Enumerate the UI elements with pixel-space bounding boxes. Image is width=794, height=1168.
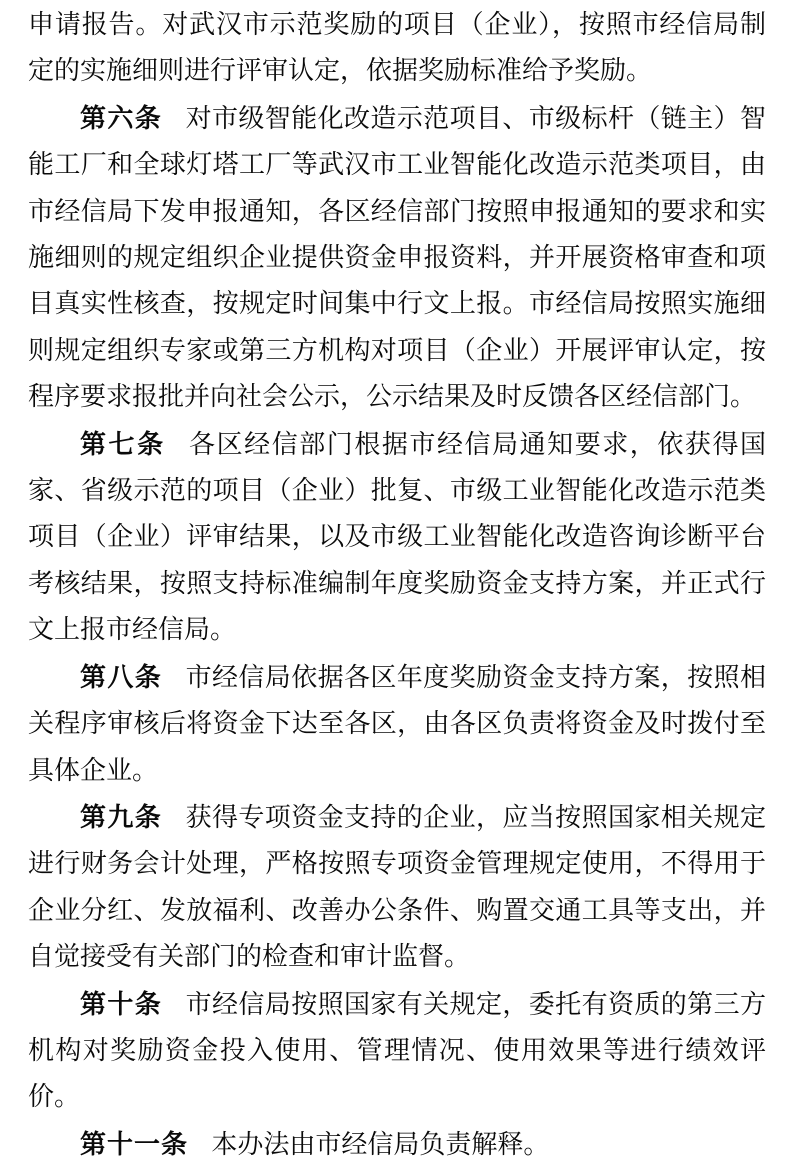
article-number: 第十一条 xyxy=(80,1128,189,1159)
paragraph-text: 市经信局按照国家有关规定，委托有资质的第三方机构对奖励资金投入使用、管理情况、使用效果等进行绩效评价。 xyxy=(28,989,766,1112)
paragraph xyxy=(28,421,766,654)
article-number: 第八条 xyxy=(80,661,163,692)
paragraph xyxy=(28,654,766,794)
paragraph xyxy=(28,794,766,981)
paragraph xyxy=(28,95,766,421)
paragraph xyxy=(28,2,766,95)
article-number: 第十条 xyxy=(80,988,163,1019)
article-number: 第九条 xyxy=(80,801,163,832)
paragraph xyxy=(28,981,766,1121)
article-number: 第六条 xyxy=(80,102,163,133)
paragraph-text: 获得专项资金支持的企业，应当按照国家相关规定进行财务会计处理，严格按照专项资金管理规定使用，不得用于企业分红、发放福利、改善办公条件、购置交通工具等支出，并自觉接受有关部门的检查和审计监督。 xyxy=(28,802,766,972)
paragraph xyxy=(28,1121,766,1168)
paragraph-text: 本办法由市经信局负责解释。 xyxy=(211,1129,550,1159)
paragraph-text: 市经信局依据各区年度奖励资金支持方案，按照相关程序审核后将资金下达至各区，由各区负责将资金及时拨付至具体企业。 xyxy=(28,662,766,785)
paragraph-text: 对市级智能化改造示范项目、市级标杆（链主）智能工厂和全球灯塔工厂等武汉市工业智能化改造示范类项目，由市经信局下发申报通知，各区经信部门按照申报通知的要求和实施细则的规定组织企业提供资金申报资料，并开展资格审查和项目真实性核查，按规定时间集中行文上报。市经信局按照实施细则规定组织专家或第三方机构对项目（企业）开展评审认定，按程序要求报批并向社会公示，公示结果及时反馈各区经信部门。 xyxy=(28,103,766,412)
paragraph-text: 各区经信部门根据市经信局通知要求，依获得国家、省级示范的项目（企业）批复、市级工业智能化改造示范类项目（企业）评审结果，以及市级工业智能化改造咨询诊断平台考核结果，按照支持标准编制年度奖励资金支持方案，并正式行文上报市经信局。 xyxy=(28,429,766,645)
article-number: 第七条 xyxy=(80,428,166,459)
paragraph-text: 申请报告。对武汉市示范奖励的项目（企业），按照市经信局制定的实施细则进行评审认定，依据奖励标准给予奖励。 xyxy=(28,10,766,86)
